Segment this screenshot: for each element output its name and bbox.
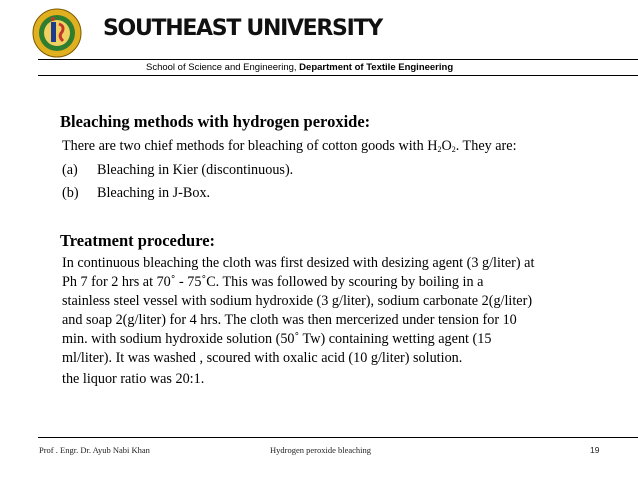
liquor-ratio-line: the liquor ratio was 20:1. (62, 371, 205, 387)
paragraph-line: ml/liter). It was washed , scoured with oxalic acid (10 g/liter) solution. (62, 350, 463, 366)
header-divider-top (38, 59, 638, 60)
methods-intro: There are two chief methods for bleaching of cotton goods with $H_2O_2$. They are: (62, 138, 517, 154)
school-department-line (146, 62, 453, 73)
paragraph-line: Ph 7 for 2 hrs at 70˚ - 75˚C. This was followed by scouring by boiling in a (62, 274, 484, 290)
list-item: (a) Bleaching in Kier (discontinuous). (62, 162, 294, 178)
list-item: (b) Bleaching in J-Box. (62, 185, 211, 201)
footer-author: Prof . Engr. Dr. Ayub Nabi Khan (39, 445, 150, 455)
section-heading-methods: Bleaching methods with hydrogen peroxide: (60, 112, 371, 131)
paragraph-line: min. with sodium hydroxide solution (50˚ Tw) containing wetting agent (15 (62, 331, 492, 347)
page-number: 19 (590, 445, 600, 455)
university-name: SOUTHEAST UNIVERSITY (103, 16, 382, 41)
paragraph-line: stainless steel vessel with sodium hydroxide (3 g/liter), sodium carbonate 2(g/liter) (62, 293, 533, 309)
school-text: School of Science and Engineering, (146, 62, 297, 73)
section-heading-treatment: Treatment procedure: (60, 231, 216, 250)
header-divider-bottom (38, 75, 638, 76)
footer-divider (38, 437, 638, 438)
paragraph-line: and soap 2(g/liter) for 4 hrs. The cloth was then mercerized under tension for 10 (62, 312, 517, 328)
paragraph-line: In continuous bleaching the cloth was first desized with desizing agent (3 g/liter) at (62, 255, 535, 271)
treatment-paragraph (62, 254, 534, 368)
department-text: Department of Textile Engineering (299, 62, 454, 73)
footer-topic: Hydrogen peroxide bleaching (270, 445, 372, 455)
university-seal-icon (32, 8, 82, 58)
